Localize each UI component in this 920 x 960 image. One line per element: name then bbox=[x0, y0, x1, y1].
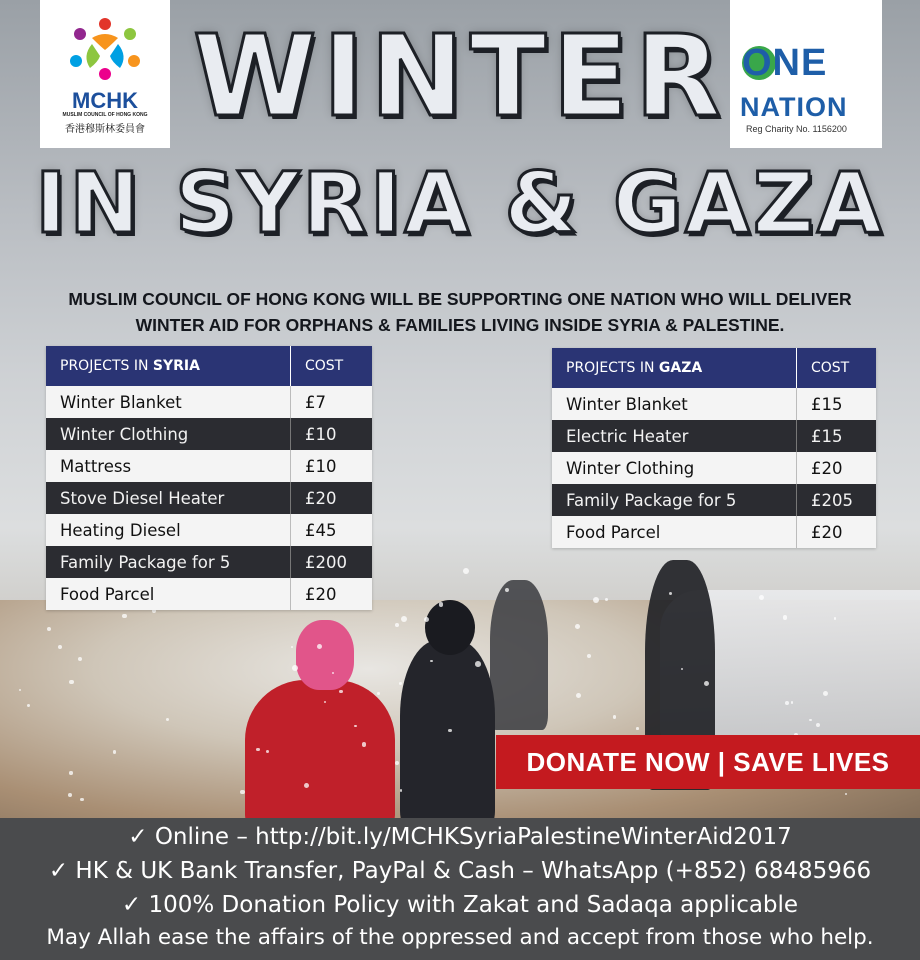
title-winter: WINTER bbox=[192, 12, 728, 142]
snowflake bbox=[636, 727, 639, 730]
project-item: Food Parcel bbox=[552, 516, 797, 548]
table-row bbox=[552, 484, 876, 516]
snowflake bbox=[58, 645, 62, 649]
snowflake bbox=[400, 789, 402, 791]
snowflake bbox=[605, 598, 608, 601]
table-row bbox=[552, 516, 876, 548]
donation-policy: ✓ 100% Donation Policy with Zakat and Sadaqa applicable bbox=[121, 892, 799, 918]
header-prefix: PROJECTS IN bbox=[60, 358, 153, 374]
snowflake bbox=[475, 661, 481, 667]
syria-projects-table bbox=[46, 346, 372, 610]
child-dark-coat bbox=[400, 640, 495, 830]
project-item: Mattress bbox=[46, 450, 291, 482]
mchk-wordmark: MCHK bbox=[72, 88, 138, 113]
snowflake bbox=[448, 729, 452, 733]
adult-figure-left bbox=[490, 580, 548, 730]
online-donation-link[interactable]: ✓ Online – http://bit.ly/MCHKSyriaPalestineWinterAid2017 bbox=[128, 824, 792, 850]
snowflake bbox=[377, 692, 380, 695]
snowflake bbox=[362, 742, 366, 746]
snowflake bbox=[430, 660, 432, 662]
project-cost: £7 bbox=[291, 386, 373, 418]
gaza-projects-header bbox=[552, 348, 797, 388]
project-item: Food Parcel bbox=[46, 578, 291, 610]
snowflake bbox=[783, 615, 788, 620]
project-item: Heating Diesel bbox=[46, 514, 291, 546]
mchk-subtitle: MUSLIM COUNCIL OF HONG KONG bbox=[62, 112, 148, 118]
bank-transfer-info: ✓ HK & UK Bank Transfer, PayPal & Cash – WhatsApp (+852) 68485966 bbox=[48, 858, 872, 884]
closing-prayer: May Allah ease the affairs of the oppressed and accept from those who help. bbox=[46, 925, 874, 950]
project-cost: £10 bbox=[291, 418, 373, 450]
title-syria-gaza: IN SYRIA & GAZA bbox=[35, 154, 885, 252]
project-cost: £20 bbox=[797, 516, 877, 548]
project-cost: £15 bbox=[797, 420, 877, 452]
project-item: Winter Clothing bbox=[46, 418, 291, 450]
project-item: Family Package for 5 bbox=[46, 546, 291, 578]
project-item: Stove Diesel Heater bbox=[46, 482, 291, 514]
intro-text bbox=[40, 286, 880, 338]
snowflake bbox=[399, 682, 402, 685]
mchk-chinese-name: 香港穆斯林委員會 bbox=[65, 124, 145, 135]
nation-word: NATION bbox=[740, 92, 848, 122]
project-item: Family Package for 5 bbox=[552, 484, 797, 516]
donate-now-button[interactable]: DONATE NOW | SAVE LIVES bbox=[496, 735, 920, 789]
project-cost: £15 bbox=[797, 388, 877, 420]
intro-line-2: WINTER AID FOR ORPHANS & FAMILIES LIVING INSIDE SYRIA & PALESTINE. bbox=[135, 315, 785, 335]
table-row bbox=[552, 452, 876, 484]
child-dark-head bbox=[425, 600, 475, 655]
project-cost: £20 bbox=[291, 482, 373, 514]
intro-line-1: MUSLIM COUNCIL OF HONG KONG WILL BE SUPPORTING ONE NATION WHO WILL DELIVER bbox=[68, 289, 852, 309]
snowflake bbox=[439, 602, 443, 606]
project-cost: £200 bbox=[291, 546, 373, 578]
header-place: SYRIA bbox=[152, 358, 200, 374]
child-pink-hat bbox=[296, 620, 354, 690]
snowflake bbox=[324, 701, 326, 703]
snowflake bbox=[69, 680, 74, 685]
syria-projects-header bbox=[46, 346, 291, 386]
table-row bbox=[46, 450, 372, 482]
project-cost: £10 bbox=[291, 450, 373, 482]
footer-info bbox=[0, 818, 920, 960]
snowflake bbox=[317, 644, 322, 649]
one-word: ONE bbox=[742, 42, 828, 84]
snowflake bbox=[69, 771, 72, 774]
header-place: GAZA bbox=[658, 360, 703, 376]
snowflake bbox=[704, 681, 709, 686]
snowflake bbox=[816, 723, 820, 727]
table-row bbox=[46, 578, 372, 610]
snowflake bbox=[401, 616, 407, 622]
snowflake bbox=[809, 719, 811, 721]
snowflake bbox=[256, 748, 260, 752]
snowflake bbox=[785, 701, 789, 705]
project-cost: £205 bbox=[797, 484, 877, 516]
snowflake bbox=[47, 627, 51, 631]
project-cost: £20 bbox=[291, 578, 373, 610]
snowflake bbox=[593, 597, 599, 603]
project-item: Electric Heater bbox=[552, 420, 797, 452]
table-row bbox=[552, 420, 876, 452]
table-row bbox=[46, 418, 372, 450]
snowflake bbox=[834, 617, 836, 619]
charity-registration: Reg Charity No. 1156200 bbox=[746, 124, 847, 134]
project-item: Winter Blanket bbox=[552, 388, 797, 420]
project-item: Winter Clothing bbox=[552, 452, 797, 484]
snowflake bbox=[463, 568, 469, 574]
table-row bbox=[46, 546, 372, 578]
table-row bbox=[46, 386, 372, 418]
table-row bbox=[46, 514, 372, 546]
table-header-row bbox=[552, 348, 876, 388]
snowflake bbox=[68, 793, 72, 797]
project-item: Winter Blanket bbox=[46, 386, 291, 418]
gaza-cost-header: COST bbox=[797, 348, 877, 388]
gaza-projects-table bbox=[552, 348, 876, 548]
syria-cost-header: COST bbox=[291, 346, 373, 386]
project-cost: £45 bbox=[291, 514, 373, 546]
child-red-coat bbox=[245, 680, 395, 830]
table-header-row bbox=[46, 346, 372, 386]
snowflake bbox=[505, 588, 509, 592]
project-cost: £20 bbox=[797, 452, 877, 484]
snowflake bbox=[669, 592, 672, 595]
header-prefix: PROJECTS IN bbox=[566, 360, 659, 376]
table-row bbox=[552, 388, 876, 420]
table-row bbox=[46, 482, 372, 514]
